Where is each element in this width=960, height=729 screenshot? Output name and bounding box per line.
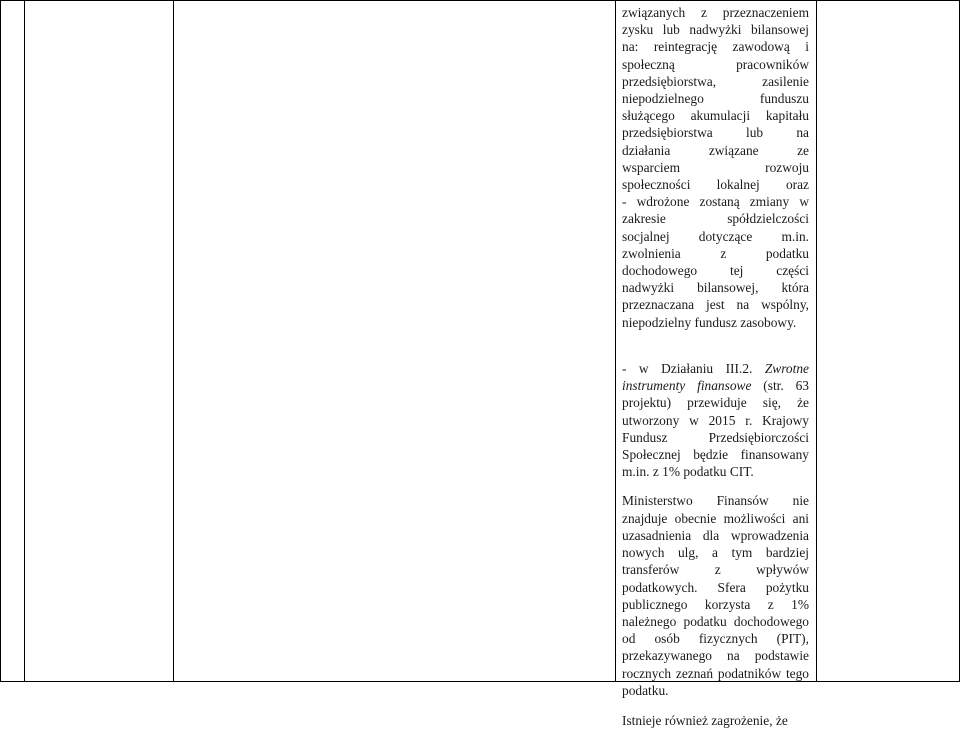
paragraph-1-line: działania związane ze bbox=[622, 142, 809, 158]
paragraph-1-line: związanych z przeznaczeniem bbox=[622, 5, 809, 20]
paragraph-1-line: - wdrożone zostaną zmiany w bbox=[622, 194, 809, 210]
column-divider-4 bbox=[816, 0, 817, 682]
paragraph-1-line: przedsiębiorstwa lub na bbox=[622, 125, 809, 141]
paragraph-2-prefix: - w Działaniu III.2. bbox=[622, 361, 765, 377]
paragraph-1-line: na: reintegrację zawodową i bbox=[622, 39, 809, 55]
paragraph-1-line: socjalnej dotyczące m.in. bbox=[622, 228, 809, 244]
paragraph-1-line: przeznaczana jest na wspólny, bbox=[622, 297, 809, 313]
paragraph-1-line: niepodzielny fundusz zasobowy. bbox=[622, 314, 797, 330]
text-cell bbox=[622, 0, 809, 728]
paragraph-2-italic: Zwrotne instrumenty finansowe bbox=[622, 361, 809, 394]
paragraph-1-line: zakresie spółdzielczości bbox=[622, 211, 809, 227]
paragraph-1-line: przedsiębiorstwa, zasilenie bbox=[622, 73, 809, 89]
paragraph-1-line: służącego akumulacji kapitału bbox=[622, 108, 809, 124]
paragraph-1-line: zysku lub nadwyżki bilansowej bbox=[622, 22, 809, 38]
table-border-left bbox=[0, 0, 1, 682]
paragraph-2 bbox=[622, 343, 809, 481]
paragraph-1-line: zwolnienia z podatku bbox=[622, 245, 809, 261]
paragraph-1-line: nadwyżki bilansowej, która bbox=[622, 280, 809, 296]
column-divider-3 bbox=[615, 0, 616, 682]
paragraph-1-line: niepodzielnego funduszu bbox=[622, 91, 809, 107]
paragraph-1-line: społeczną pracowników bbox=[622, 56, 809, 72]
table-border-bottom bbox=[0, 681, 960, 682]
paragraph-1-line: wsparciem rozwoju bbox=[622, 159, 809, 175]
column-divider-2 bbox=[173, 0, 174, 682]
paragraph-3: Ministerstwo Finansów nie znajduje obecnie możliwości ani uzasadnienia dla wprowadzenia nowych ulg, a tym bardziej transferów z wpływów podatkowych. Sfera pożytku publicznego korzysta z 1% należnego podatku dochodowego od osób fizycznych (PIT), przekazywanego na podstawie rocznych zeznań podatników tego podatku. bbox=[622, 493, 809, 698]
paragraph-2-suffix: (str. 63 projektu) przewiduje się, że utworzony w 2015 r. Krajowy Fundusz Przedsiębiorczości Społecznej będzie finansowany m.in. z 1% podatku CIT. bbox=[622, 378, 809, 480]
table-border-top bbox=[0, 0, 960, 1]
paragraph-1-line: społeczności lokalnej oraz bbox=[622, 177, 809, 193]
paragraph-1 bbox=[622, 4, 809, 331]
column-divider-1 bbox=[24, 0, 25, 682]
paragraph-4: Istnieje również zagrożenie, że bbox=[622, 712, 788, 728]
paragraph-1-line: dochodowego tej części bbox=[622, 263, 809, 279]
